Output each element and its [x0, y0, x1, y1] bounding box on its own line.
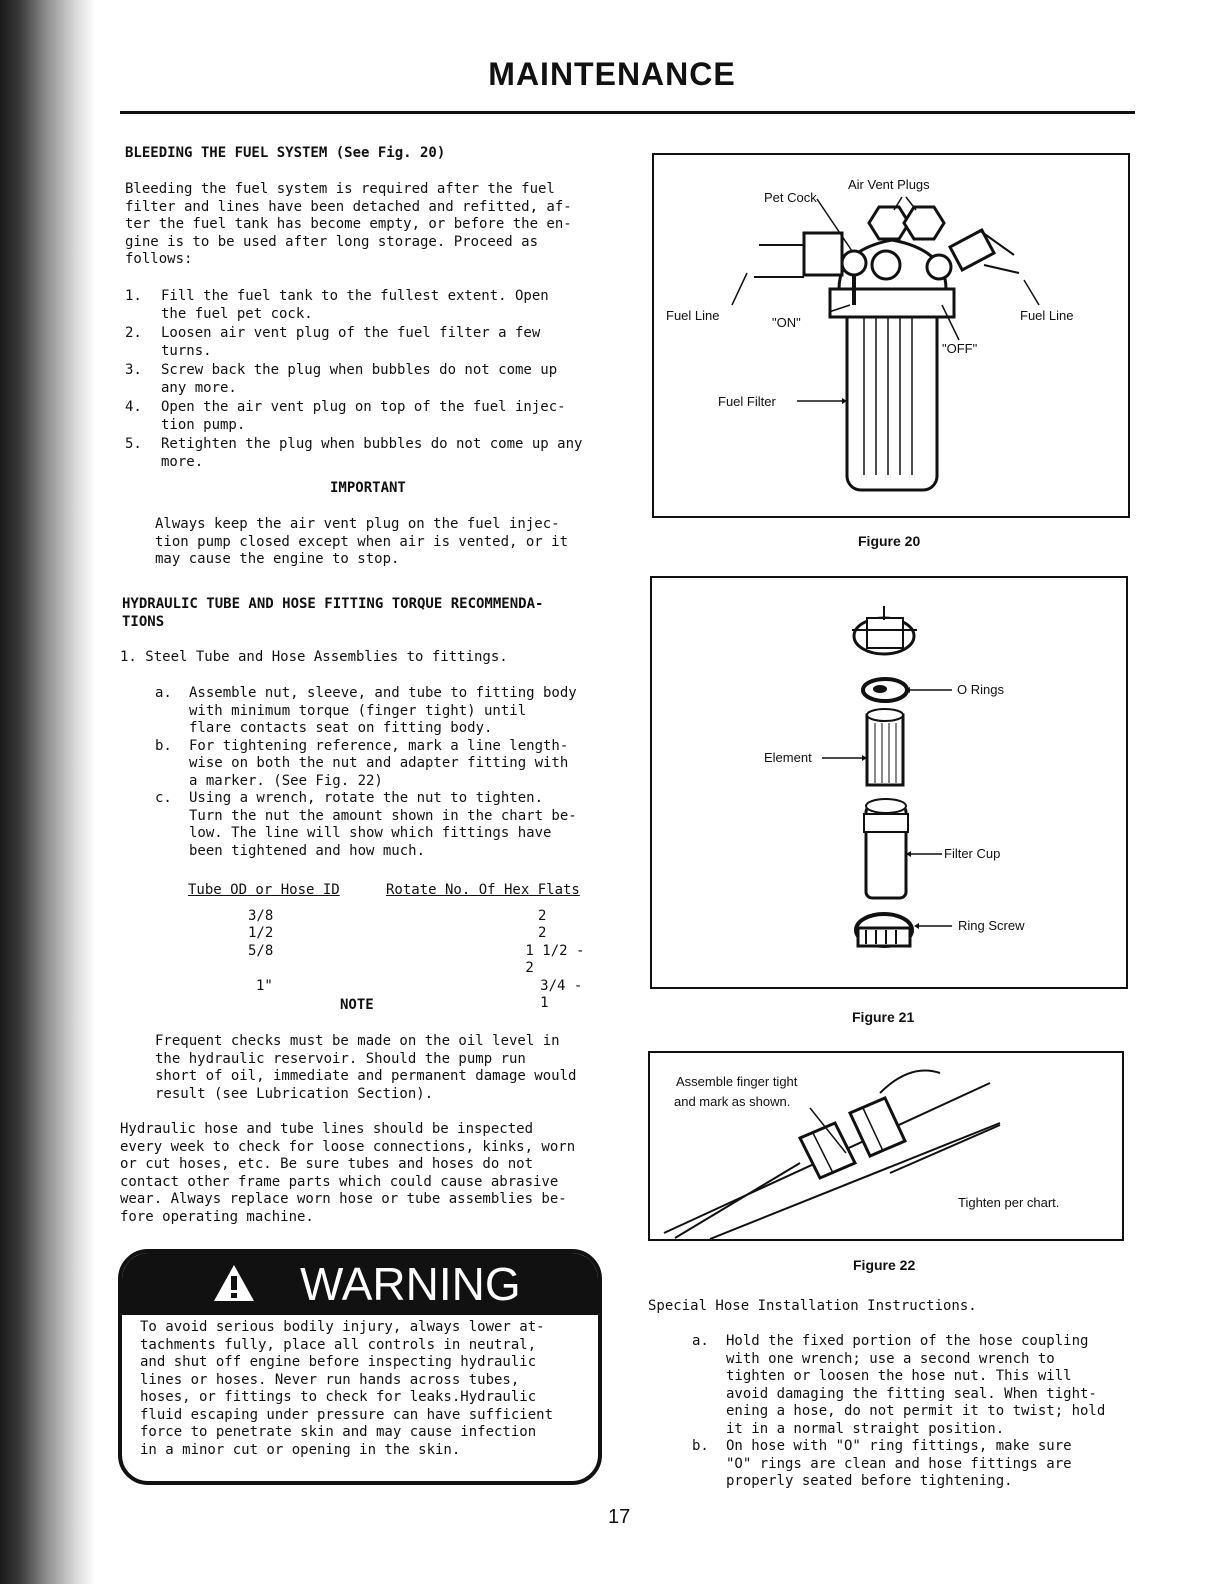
- table-cell: 1": [256, 977, 273, 994]
- text-line: may cause the engine to stop.: [155, 551, 400, 567]
- text-line: hoses, or fittings to check for leaks.Hydraulic: [140, 1389, 537, 1405]
- text-line: tion pump closed except when air is vented, or it: [155, 533, 569, 550]
- table-cell: 1 1/2 - 2: [525, 942, 585, 976]
- table-cell: 2: [538, 925, 547, 941]
- label-fuel-line-right: Fuel Line: [1020, 308, 1074, 323]
- list-number: a.: [155, 685, 172, 701]
- hex-adapter: [850, 1098, 905, 1156]
- hydraulic-subitems: [155, 685, 605, 860]
- column-header: Tube OD or Hose ID: [188, 882, 340, 898]
- special-heading: Special Hose Installation Instructions.: [648, 1298, 977, 1314]
- text-line: tighten or loosen the hose nut. This will: [726, 1368, 1072, 1384]
- list-number: 4.: [125, 399, 142, 415]
- text-line: follows:: [125, 251, 193, 267]
- list-number: a.: [692, 1333, 709, 1349]
- table-cell: 5/8: [248, 942, 274, 959]
- element: [867, 715, 903, 785]
- text-line: short of oil, immediate and permanent damage would: [155, 1068, 577, 1084]
- label-ring-screw: Ring Screw: [958, 918, 1025, 933]
- pet-cock: [804, 233, 842, 275]
- text-line: result (see Lubrication Section).: [155, 1085, 434, 1102]
- label-assemble-line-1: Assemble finger tight: [676, 1074, 798, 1089]
- label-off: "OFF": [942, 341, 978, 356]
- list-item: [155, 790, 605, 860]
- figure-20-caption: Figure 20: [858, 533, 921, 549]
- label-o-rings: O Rings: [957, 682, 1004, 697]
- text-line: Hydraulic hose and tube lines should be inspected: [120, 1121, 534, 1137]
- list-number: b.: [155, 737, 172, 754]
- inspect-text: [120, 1121, 600, 1226]
- text-line: filter and lines have been detached and refitted, af-: [125, 198, 572, 215]
- label-element: Element: [764, 750, 812, 765]
- table-row: [188, 978, 598, 1013]
- list-number: 5.: [125, 436, 142, 452]
- warning-header: [122, 1253, 598, 1315]
- list-number: b.: [692, 1438, 709, 1454]
- text-line: with one wrench; use a second wrench to: [726, 1350, 1055, 1367]
- warning-title: WARNING: [300, 1258, 521, 1310]
- note-label: NOTE: [340, 997, 374, 1013]
- hydraulic-item-1: 1. Steel Tube and Hose Assemblies to fittings.: [120, 649, 508, 665]
- table-cell: 1/2: [248, 925, 274, 941]
- table-cell: 2: [538, 907, 547, 924]
- list-number: c.: [155, 790, 172, 806]
- text-line: wise on both the nut and adapter fitting with: [189, 755, 569, 771]
- list-item: [692, 1438, 1132, 1491]
- text-line: HYDRAULIC TUBE AND HOSE FITTING TORQUE RECOMMENDA-: [122, 596, 544, 612]
- list-item: [125, 436, 605, 471]
- list-item: [125, 325, 605, 360]
- label-air-vent-plugs: Air Vent Plugs: [848, 177, 930, 192]
- text-line: contact other frame parts which could cause abrasive: [120, 1173, 559, 1190]
- text-line: Open the air vent plug on top of the fuel injec-: [161, 399, 566, 415]
- text-line: tachments fully, place all controls in neutral,: [140, 1336, 537, 1353]
- text-line: For tightening reference, mark a line length-: [189, 737, 569, 754]
- hex-nut: [800, 1123, 855, 1178]
- text-line: the fuel pet cock.: [161, 305, 313, 322]
- table-row: [188, 925, 598, 943]
- text-line: "O" rings are clean and hose fittings are: [726, 1455, 1072, 1472]
- text-line: low. The line will show which fittings have: [189, 825, 552, 841]
- text-line: more.: [161, 453, 204, 470]
- list-item: [155, 738, 605, 791]
- hydraulic-heading: [122, 596, 543, 631]
- text-line: it in a normal straight position.: [726, 1420, 1005, 1437]
- figure-22: [648, 1051, 1124, 1241]
- text-line: properly seated before tightening.: [726, 1473, 1013, 1489]
- text-line: ening a hose, do not permit it to twist; hold: [726, 1403, 1106, 1419]
- text-line: a marker. (See Fig. 22): [189, 772, 383, 789]
- text-line: fore operating machine.: [120, 1208, 314, 1225]
- table-row: [188, 943, 598, 978]
- list-number: 1.: [125, 288, 142, 304]
- scan-edge-shadow: [0, 0, 95, 1584]
- text-line: TIONS: [122, 613, 165, 630]
- list-item: [692, 1333, 1132, 1438]
- label-fuel-line-left: Fuel Line: [666, 308, 720, 323]
- text-line: gine is to be used after long storage. Proceed as: [125, 233, 539, 250]
- text-line: flare contacts seat on fitting body.: [189, 720, 493, 736]
- text-line: Fill the fuel tank to the fullest extent. Open: [161, 288, 549, 304]
- air-vent-plug: [904, 207, 944, 239]
- label-pet-cock: Pet Cock: [764, 190, 817, 205]
- text-line: turns.: [161, 342, 212, 359]
- text-line: Always keep the air vent plug on the fuel injec-: [155, 516, 560, 532]
- fuel-filter-diagram: [654, 155, 1128, 516]
- filter-ring: [830, 289, 954, 317]
- table-cell: 3/4 - 1: [540, 977, 583, 1011]
- bleeding-heading: BLEEDING THE FUEL SYSTEM (See Fig. 20): [125, 145, 446, 161]
- warning-triangle-icon: [212, 1263, 256, 1303]
- torque-table: [188, 882, 598, 1013]
- figure-22-caption: Figure 22: [853, 1257, 916, 1273]
- important-label: IMPORTANT: [330, 480, 406, 496]
- hose-fitting-diagram: [650, 1053, 1122, 1239]
- text-line: avoid damaging the fitting seal. When tight-: [726, 1385, 1097, 1402]
- text-line: On hose with "O" ring fittings, make sure: [726, 1438, 1072, 1454]
- warning-text: [140, 1319, 585, 1459]
- list-number: 2.: [125, 325, 142, 341]
- text-line: any more.: [161, 379, 237, 396]
- list-item: [125, 362, 605, 397]
- text-line: ter the fuel tank has become empty, or before the en-: [125, 216, 572, 232]
- list-item: [125, 399, 605, 434]
- text-line: force to penetrate skin and may cause infection: [140, 1424, 537, 1440]
- text-line: Using a wrench, rotate the nut to tighten.: [189, 790, 544, 806]
- text-line: Loosen air vent plug of the fuel filter a few: [161, 325, 541, 341]
- text-line: been tightened and how much.: [189, 842, 426, 859]
- text-line: Assemble nut, sleeve, and tube to fitting body: [189, 685, 577, 701]
- text-line: tion pump.: [161, 416, 246, 433]
- text-line: the hydraulic reservoir. Should the pump run: [155, 1050, 526, 1067]
- text-line: with minimum torque (finger tight) until: [189, 702, 527, 719]
- special-items: [692, 1333, 1132, 1491]
- page-number: 17: [608, 1506, 631, 1528]
- text-line: Turn the nut the amount shown in the chart be-: [189, 807, 577, 824]
- text-line: Retighten the plug when bubbles do not come up any: [161, 436, 583, 452]
- page-title: MAINTENANCE: [488, 56, 736, 92]
- note-text: [155, 1033, 605, 1103]
- text-line: Bleeding the fuel system is required after the fuel: [125, 181, 555, 197]
- text-line: fluid escaping under pressure can have sufficient: [140, 1406, 554, 1423]
- text-line: in a minor cut or opening in the skin.: [140, 1441, 461, 1458]
- text-line: every week to check for loose connections, kinks, worn: [120, 1138, 576, 1155]
- list-item: [125, 288, 605, 323]
- text-line: Frequent checks must be made on the oil level in: [155, 1033, 560, 1049]
- text-line: lines or hoses. Never run hands across tubes,: [140, 1371, 520, 1388]
- label-assemble-line-2: and mark as shown.: [674, 1094, 791, 1109]
- table-cell: 3/8: [248, 907, 274, 924]
- label-filter-cup: Filter Cup: [944, 846, 1001, 861]
- filter-exploded-diagram: [652, 578, 1126, 987]
- figure-20: [652, 153, 1130, 518]
- filter-bowl: [847, 295, 937, 490]
- list-number: 3.: [125, 362, 142, 378]
- warning-box: [118, 1249, 602, 1485]
- column-header: Rotate No. Of Hex Flats: [386, 882, 580, 898]
- label-on: "ON": [772, 315, 801, 330]
- text-line: wear. Always replace worn hose or tube assemblies be-: [120, 1191, 567, 1207]
- text-line: and shut off engine before inspecting hydraulic: [140, 1354, 537, 1370]
- bleeding-intro: [125, 181, 605, 269]
- text-line: To avoid serious bodily injury, always lower at-: [140, 1319, 545, 1335]
- text-line: Screw back the plug when bubbles do not come up: [161, 362, 558, 378]
- title-rule: [120, 111, 1135, 114]
- list-item: [155, 685, 605, 738]
- text-line: or cut hoses, etc. Be sure tubes and hoses do not: [120, 1156, 534, 1172]
- figure-21: [650, 576, 1128, 989]
- label-tighten: Tighten per chart.: [958, 1195, 1060, 1210]
- label-fuel-filter: Fuel Filter: [718, 394, 776, 409]
- bleeding-steps: [125, 288, 605, 471]
- table-row: [188, 908, 598, 926]
- figure-21-caption: Figure 21: [852, 1009, 915, 1025]
- text-line: Hold the fixed portion of the hose coupling: [726, 1333, 1089, 1349]
- important-text: [155, 516, 605, 569]
- table-header: [188, 882, 598, 900]
